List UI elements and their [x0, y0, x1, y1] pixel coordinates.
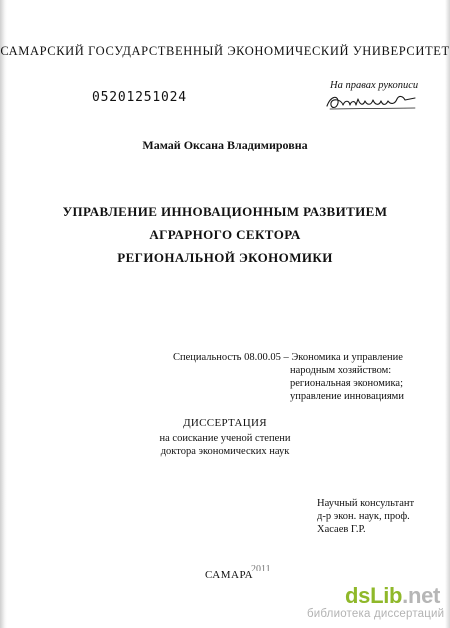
dissertation-label: ДИССЕРТАЦИЯ [183, 417, 267, 429]
signature-icon [325, 91, 420, 113]
dissertation-degree-line: на соискание ученой степени [159, 433, 291, 444]
university-name: САМАРСКИЙ ГОСУДАРСТВЕННЫЙ ЭКОНОМИЧЕСКИЙ УНИВЕРСИТЕТ [0, 44, 450, 58]
watermark-logo-tld: .net [402, 583, 441, 608]
author-name: Мамай Оксана Владимировна [142, 138, 308, 152]
adviser-name: Хасаев Г.Р. [317, 524, 366, 535]
adviser-role: Научный консультант [317, 498, 415, 509]
adviser-degree: д-р экон. наук, проф. [317, 511, 410, 522]
specialty-line-3: региональная экономика; [290, 378, 403, 389]
watermark-logo[interactable] [345, 583, 440, 609]
dissertation-field-line: доктора экономических наук [160, 446, 290, 457]
year-partial: 2011 [251, 565, 271, 571]
author-signature [325, 91, 420, 113]
specialty-block [173, 351, 404, 403]
page-edge-shadow-left [0, 0, 7, 628]
watermark-subtitle: библиотека диссертаций [307, 608, 445, 620]
adviser-block [317, 497, 414, 536]
document-number: 05201251024 [92, 90, 187, 105]
page-edge-shadow-right [445, 0, 450, 628]
title-line-3: РЕГИОНАЛЬНОЙ ЭКОНОМИКИ [117, 250, 333, 265]
rights-note: На правах рукописи [330, 80, 419, 91]
specialty-line-4: управление инновациями [290, 391, 404, 402]
title-line-2: АГРАРНОГО СЕКТОРА [149, 227, 301, 242]
specialty-line-1: Специальность 08.00.05 – Экономика и управление [173, 352, 403, 363]
city-name: САМАРА [205, 569, 254, 581]
specialty-line-2: народным хозяйством: [290, 365, 392, 376]
title-line-1: УПРАВЛЕНИЕ ИННОВАЦИОННЫМ РАЗВИТИЕМ [62, 204, 388, 219]
watermark-logo-main: dsLib [345, 583, 403, 608]
